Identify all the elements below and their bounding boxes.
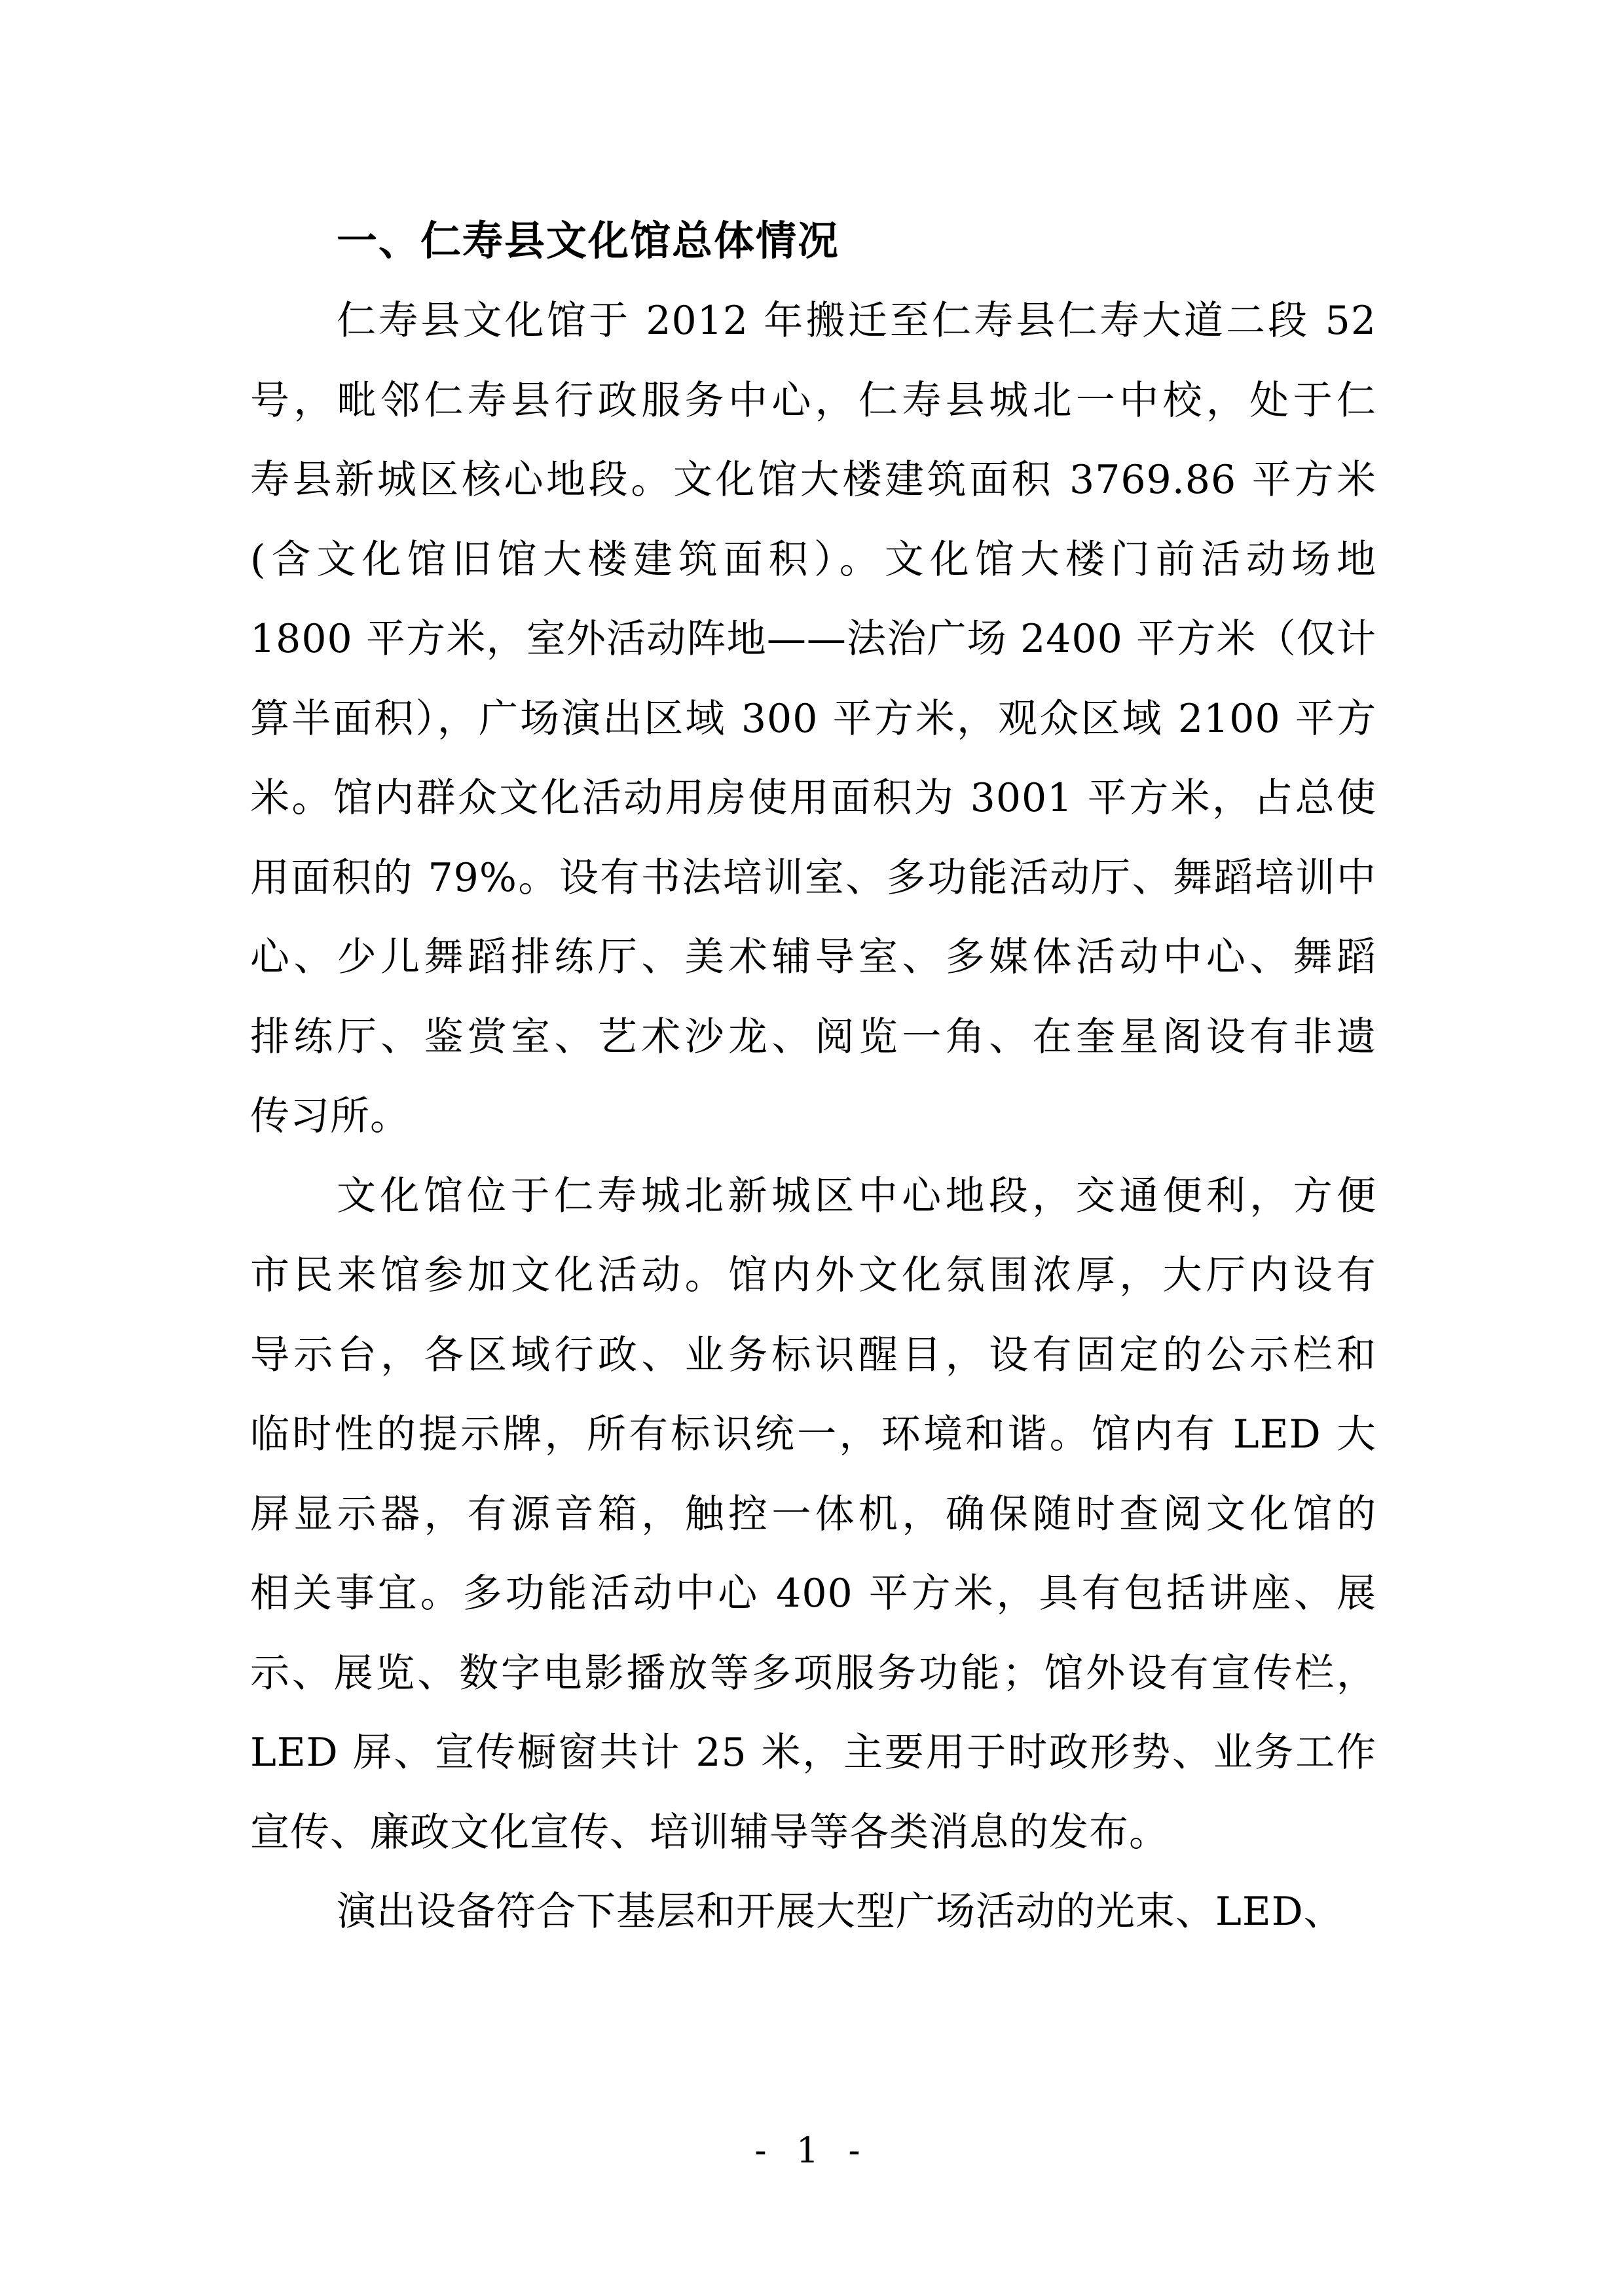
text-line: LED 屏、宣传橱窗共计 25 米，主要用于时政形势、业务工作 bbox=[250, 1730, 1376, 1776]
text-line: (含文化馆旧馆大楼建筑面积）。文化馆大楼门前活动场地 bbox=[250, 536, 1376, 583]
text-line: 仁寿县文化馆于 2012 年搬迁至仁寿县仁寿大道二段 52 bbox=[337, 298, 1376, 344]
text-line: 市民来馆参加文化活动。馆内外文化氛围浓厚，大厅内设有 bbox=[250, 1252, 1376, 1298]
text-line: 号，毗邻仁寿县行政服务中心，仁寿县城北一中校，处于仁 bbox=[250, 377, 1376, 424]
text-line: 文化馆位于仁寿城北新城区中心地段，交通便利，方便 bbox=[337, 1173, 1376, 1219]
text-line: 演出设备符合下基层和开展大型广场活动的光束、LED、 bbox=[337, 1889, 1344, 1935]
text-line: 示、展览、数字电影播放等多项服务功能；馆外设有宣传栏， bbox=[250, 1650, 1376, 1696]
paragraph-location bbox=[250, 1157, 1376, 1873]
text-line: 临时性的提示牌，所有标识统一，环境和谐。馆内有 LED 大 bbox=[250, 1412, 1376, 1457]
paragraph-equipment bbox=[250, 1872, 1376, 1952]
text-line: 寿县新城区核心地段。文化馆大楼建筑面积 3769.86 平方米 bbox=[250, 457, 1376, 503]
body-text bbox=[250, 282, 1376, 1952]
text-line: 算半面积），广场演出区域 300 平方米，观众区域 2100 平方 bbox=[250, 695, 1376, 742]
paragraph-overview bbox=[250, 282, 1376, 1157]
text-line: 米。馆内群众文化活动用房使用面积为 3001 平方米，占总使 bbox=[250, 775, 1376, 821]
text-line: 相关事宜。多功能活动中心 400 平方米，具有包括讲座、展 bbox=[250, 1571, 1376, 1616]
text-line: 心、少儿舞蹈排练厅、美术辅导室、多媒体活动中心、舞蹈 bbox=[250, 934, 1376, 980]
text-line: 宣传、廉政文化宣传、培训辅导等各类消息的发布。 bbox=[250, 1809, 1169, 1855]
text-line: 导示台，各区域行政、业务标识醒目，设有固定的公示栏和 bbox=[250, 1332, 1376, 1378]
text-line: 用面积的 79%。设有书法培训室、多功能活动厅、舞蹈培训中 bbox=[250, 854, 1376, 901]
text-line: 屏显示器，有源音箱，触控一体机，确保随时查阅文化馆的 bbox=[250, 1491, 1376, 1537]
text-line: 传习所。 bbox=[250, 1093, 410, 1139]
page-number: - 1 - bbox=[754, 2130, 870, 2171]
section-heading: 一、仁寿县文化馆总体情况 bbox=[337, 217, 840, 264]
text-line: 1800 平方米，室外活动阵地——法治广场 2400 平方米（仅计 bbox=[250, 616, 1376, 662]
text-line: 排练厅、鉴赏室、艺术沙龙、阅览一角、在奎星阁设有非遗 bbox=[250, 1013, 1376, 1060]
